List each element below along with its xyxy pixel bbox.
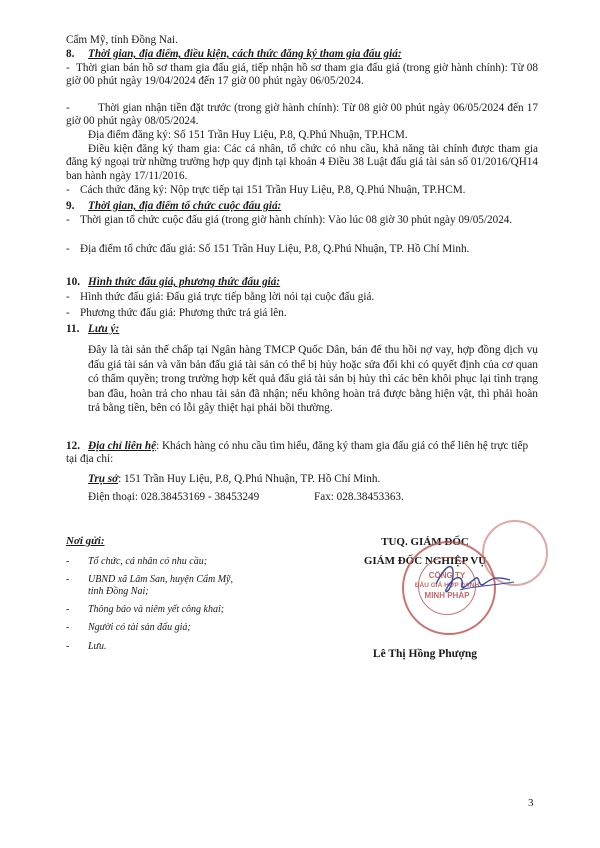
signer-name: Lê Thị Hồng Phượng bbox=[372, 648, 478, 660]
page-number: 3 bbox=[528, 797, 534, 809]
section-9-item-1: - Thời gian tổ chức cuộc đấu giá (trong giờ hành chính): Vào lúc 08 giờ 30 phút ngày 09/05/2024. bbox=[66, 214, 538, 227]
section-9-title: Thời gian, địa điểm tổ chức cuộc đấu giá: bbox=[88, 200, 282, 212]
section-12-paragraph bbox=[66, 440, 538, 467]
section-9-heading bbox=[66, 200, 538, 213]
section-12-number: 12. bbox=[66, 440, 80, 452]
phone-number: Điện thoại: 028.38453169 - 38453249 bbox=[88, 491, 260, 503]
section-8-item-5-text: Cách thức đăng ký: Nộp trực tiếp tại 151 Trần Huy Liệu, P.8, Q.Phú Nhuận, TP.HCM. bbox=[80, 184, 466, 196]
section-8-number: 8. bbox=[66, 48, 75, 60]
headquarters-address: : 151 Trần Huy Liệu, P.8, Q.Phú Nhuận, TP. Hồ Chí Minh. bbox=[118, 473, 381, 485]
contact-line bbox=[88, 491, 538, 504]
section-10-number: 10. bbox=[66, 276, 80, 288]
recipient-item: - Thông báo và niêm yết công khai; bbox=[66, 604, 225, 615]
headquarters-line bbox=[88, 473, 538, 486]
section-10-item-1: - Hình thức đấu giá: Đấu giá trực tiếp bằng lời nói tại cuộc đấu giá. bbox=[66, 291, 538, 304]
section-8-item-4: Điều kiện đăng ký tham gia: Các cá nhân, tổ chức có nhu cầu, khả năng tài chính được tham gia đăng ký ngoại trừ những trường hợp quy định tại khoản 4 Điều 38 Luật đấu giá tài sản số 01/2016/QH14 ban hành ngày 17/11/2016. bbox=[66, 143, 538, 182]
headquarters-label: Trụ sở bbox=[88, 473, 119, 485]
section-9-item-1-text: Thời gian tổ chức cuộc đấu giá (trong giờ hành chính): Vào lúc 08 giờ 30 phút ngày 09/05/2024. bbox=[80, 214, 513, 226]
recipient-item: - UBND xã Lâm San, huyện Cẩm Mỹ, tỉnh Đồng Nai; bbox=[66, 574, 233, 598]
section-8-item-2: - Thời gian nhận tiền đặt trước (trong giờ hành chính): Từ 08 giờ 00 phút ngày 06/05/2024 đến 17 giờ 00 phút ngày 08/05/2024. bbox=[66, 102, 538, 128]
section-8-item-1-text: Thời gian bán hồ sơ tham gia đấu giá, tiếp nhận hồ sơ tham gia đấu giá (trong giờ hành chính): Từ 08 giờ 00 phút ngày 19/04/2024 đến 17 giờ 00 phút ngày 06/05/2024. bbox=[66, 62, 538, 88]
section-8-item-5: - Cách thức đăng ký: Nộp trực tiếp tại 151 Trần Huy Liệu, P.8, Q.Phú Nhuận, TP.HCM. bbox=[66, 184, 538, 197]
section-11-body: Đây là tài sản thế chấp tại Ngân hàng TMCP Quốc Dân, bán để thu hồi nợ vay, hợp đồng dịch vụ đấu giá tài sản và văn bản đấu giá tài sản có thể bị hủy hoặc sửa đổi khi có quyết định của cơ quan có thẩm quyền; trong trường hợp kết quả đấu giá tài sản bị hủy thì các bên khôi phục lại tình trạng ban đầu, hoàn trả cho nhau tài sản đã nhận; nếu không hoàn trả được bằng hiện vật, thì phải hoàn trả bằng tiền, bên có lỗi gây thiệt hại phải bồi thường. bbox=[88, 344, 538, 415]
section-12-title: Địa chỉ liên hệ bbox=[88, 440, 157, 452]
recipient-item: - Người có tài sản đấu giá; bbox=[66, 622, 191, 633]
recipient-item: - Tổ chức, cá nhân có nhu cầu; bbox=[66, 556, 208, 567]
section-8-heading bbox=[66, 48, 538, 61]
recipient-item: - Lưu. bbox=[66, 641, 107, 652]
section-10-title: Hình thức đấu giá, phương thức đấu giá: bbox=[88, 276, 281, 288]
continued-line: Cẩm Mỹ, tỉnh Đồng Nai. bbox=[66, 34, 178, 46]
fax-number: Fax: 028.38453363. bbox=[314, 491, 404, 503]
section-10-item-2: - Phương thức đấu giá: Phương thức trả giá lên. bbox=[66, 307, 538, 320]
section-12-text: : Khách hàng có nhu cầu tìm hiểu, đăng ký tham gia đấu giá có thể liên hệ trực tiếp tại địa chỉ: bbox=[66, 440, 529, 466]
section-8-title: Thời gian, địa điểm, điều kiện, cách thức đăng ký tham gia đấu giá: bbox=[88, 48, 402, 60]
section-9-item-2-text: Địa điểm tổ chức đấu giá: Số 151 Trần Huy Liệu, P.8, Q.Phú Nhuận, TP. Hồ Chí Minh. bbox=[80, 243, 470, 255]
section-10-item-2-text: Phương thức đấu giá: Phương thức trả giá lên. bbox=[80, 307, 287, 319]
section-10-heading bbox=[66, 276, 538, 289]
signer-title-1: TUQ. GIÁM ĐỐC bbox=[381, 536, 469, 548]
section-8-item-2-text: Thời gian nhận tiền đặt trước (trong giờ hành chính): Từ 08 giờ 00 phút ngày 06/05/2024 đến 17 giờ 00 phút ngày 08/05/2024. bbox=[66, 102, 538, 128]
seal-line-1: CÔNG TY bbox=[428, 571, 466, 580]
recipients-heading: Nơi gửi: bbox=[66, 535, 105, 547]
section-11-title: Lưu ý: bbox=[88, 323, 120, 335]
seal-line-2: ĐẤU GIÁ HỢP DANH bbox=[414, 582, 480, 589]
section-9-number: 9. bbox=[66, 200, 75, 212]
section-9-item-2: - Địa điểm tổ chức đấu giá: Số 151 Trần Huy Liệu, P.8, Q.Phú Nhuận, TP. Hồ Chí Minh. bbox=[66, 243, 538, 256]
section-8-item-3: Địa điểm đăng ký: Số 151 Trần Huy Liệu, P.8, Q.Phú Nhuận, TP.HCM. bbox=[88, 129, 408, 141]
handwritten-signature bbox=[430, 556, 520, 606]
section-11-number: 11. bbox=[66, 323, 80, 335]
signer-title-2: GIÁM ĐỐC NGHIỆP VỤ bbox=[363, 555, 487, 567]
seal-line-3: MINH PHÁP bbox=[424, 591, 470, 600]
section-10-item-1-text: Hình thức đấu giá: Đấu giá trực tiếp bằng lời nói tại cuộc đấu giá. bbox=[80, 291, 375, 303]
section-11-heading bbox=[66, 323, 538, 336]
section-8-item-1: - Thời gian bán hồ sơ tham gia đấu giá, tiếp nhận hồ sơ tham gia đấu giá (trong giờ hành chính): Từ 08 giờ 00 phút ngày 19/04/2024 đến 17 giờ 00 phút ngày 06/05/2024. bbox=[66, 62, 538, 88]
